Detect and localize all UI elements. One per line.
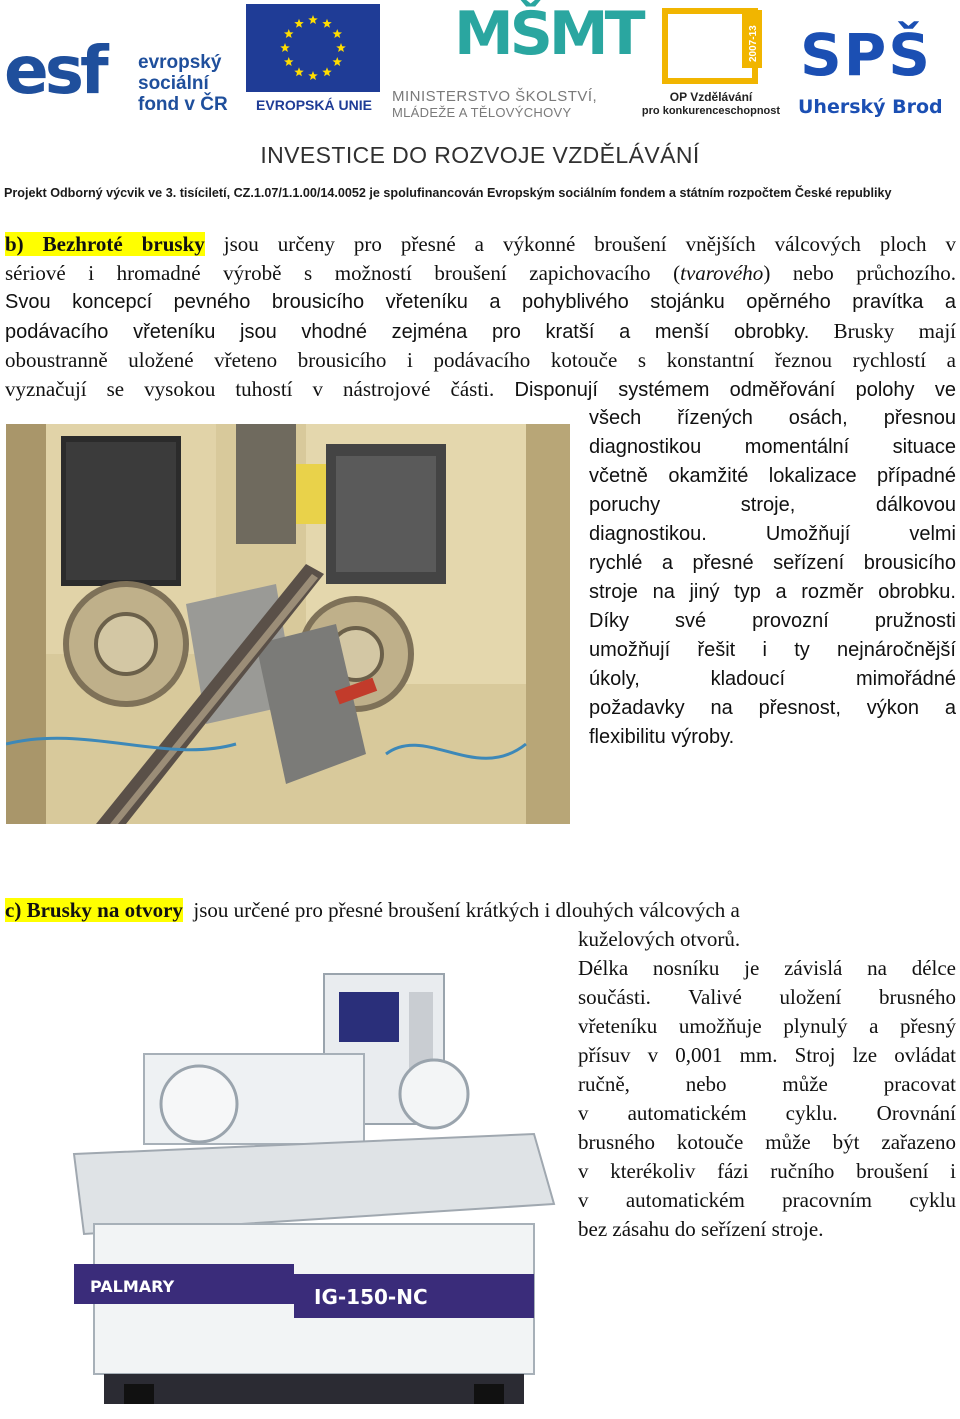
section-c-right-line: ručně, nebo může pracovat bbox=[578, 1072, 956, 1096]
section-b-line-text: ) nebo průchozího. bbox=[763, 261, 956, 285]
sps-logo-town: Uherský Brod bbox=[798, 96, 943, 118]
section-c-right-line: přísuv v 0,001 mm. Stroj lze ovládat bbox=[578, 1043, 956, 1067]
op-logo bbox=[634, 4, 788, 116]
section-c-right-line: součásti. Valivé uložení brusného bbox=[578, 985, 956, 1009]
section-b-right-line: rychlé a přesné seřízení brousicího bbox=[589, 552, 956, 574]
project-statement: Projekt Odborný výcvik ve 3. tisíciletí, CZ.1.07/1.1.00/14.0052 je spolufinancován Evropským sociálním fondem a státním rozpočtem České republiky bbox=[4, 186, 892, 200]
section-c-heading-line bbox=[5, 896, 905, 925]
section-b-right-line: diagnostikou. Umožňují velmi bbox=[589, 523, 956, 545]
section-c-right-line: v automatickém cyklu. Orovnání bbox=[578, 1101, 956, 1125]
section-b-right-line: flexibilitu výroby. bbox=[589, 726, 735, 748]
section-b-right-line: stroje na jiný typ a rozměr obrobku. bbox=[589, 581, 956, 603]
eu-star-icon bbox=[322, 19, 332, 28]
machine-model-label: IG-150-NC bbox=[314, 1285, 428, 1309]
eu-star-icon bbox=[332, 29, 342, 38]
eu-star-icon bbox=[294, 19, 304, 28]
msmt-logo-mark: MŠMT bbox=[454, 0, 642, 69]
section-c-right-line: Délka nosníku je závislá na délce bbox=[578, 956, 956, 980]
eu-logo-label: EVROPSKÁ UNIE bbox=[256, 97, 372, 113]
section-b-line-text: vyznačují se vysokou tuhostí v nástrojové části. bbox=[5, 377, 495, 401]
esf-logo-text bbox=[138, 52, 248, 115]
msmt-line-2: MLÁDEŽE A TĚLOVÝCHOVY bbox=[392, 105, 572, 120]
sps-logo-mark: SPŠ bbox=[800, 21, 933, 89]
section-c-right-line: brusného kotouče může být zařazeno bbox=[578, 1130, 956, 1154]
op-badge-text: 2007-13 bbox=[748, 25, 759, 62]
section-c-right-column bbox=[578, 925, 956, 1244]
esf-logo bbox=[4, 4, 240, 116]
section-b-line-text: podávacího vřeteníku jsou vhodné zejména pro kratší a menší obrobky. bbox=[5, 321, 810, 343]
section-b-line bbox=[5, 375, 956, 404]
section-b-right-line: včetně okamžité lokalizace případné bbox=[589, 465, 956, 487]
section-b-right-line: Díky své provozní pružnosti bbox=[589, 610, 956, 632]
section-b-line-text: Brusky mají bbox=[809, 319, 956, 343]
op-line-2: pro konkurenceschopnost bbox=[641, 105, 781, 117]
esf-line-2: sociální bbox=[138, 73, 209, 94]
section-b-line-text: jsou určeny pro přesné a výkonné broušení vnějších válcových ploch v bbox=[223, 232, 956, 256]
section-b-italic: tvarového bbox=[680, 261, 764, 285]
eu-flag-icon bbox=[246, 4, 380, 92]
section-b-line: Svou koncepcí pevného brousicího vřeteníku a pohyblivého stojánku opěrného pravítka a bbox=[5, 291, 956, 313]
section-b-line bbox=[5, 230, 956, 259]
machine-brand-label: PALMARY bbox=[90, 1277, 175, 1296]
msmt-line-1: MINISTERSTVO ŠKOLSTVÍ, bbox=[392, 88, 598, 105]
section-c-right-line: kuželových otvorů. bbox=[578, 927, 741, 951]
section-b-line-text: Disponují systémem odměřování polohy ve bbox=[494, 379, 956, 401]
section-c-heading: c) Brusky na otvory bbox=[5, 898, 183, 922]
section-b-line bbox=[5, 259, 956, 288]
eu-star-icon bbox=[332, 57, 342, 66]
section-c-right-line: bez zásahu do seřízení stroje. bbox=[578, 1217, 824, 1241]
section-b-right-line: úkoly, kladoucí mimořádné bbox=[589, 668, 956, 690]
section-b-right-line: umožňují řešit i ty nejnáročnější bbox=[589, 639, 956, 661]
section-b-right-column bbox=[589, 404, 956, 752]
eu-star-icon bbox=[280, 43, 290, 52]
internal-grinder-photo bbox=[64, 944, 562, 1412]
msmt-logo bbox=[392, 0, 642, 120]
section-b-right-line: požadavky na přesnost, výkon a bbox=[589, 697, 956, 719]
eu-star-icon bbox=[308, 15, 318, 24]
section-b-right-line: všech řízených osách, přesnou bbox=[589, 407, 956, 429]
eu-star-icon bbox=[294, 67, 304, 76]
eu-star-icon bbox=[336, 43, 346, 52]
section-b-text bbox=[5, 230, 956, 404]
esf-line-3: fond v ČR bbox=[138, 94, 228, 115]
eu-logo bbox=[246, 4, 382, 116]
section-b-heading: b) Bezhroté brusky bbox=[5, 232, 205, 256]
eu-star-icon bbox=[284, 29, 294, 38]
eu-star-icon bbox=[284, 57, 294, 66]
centerless-grinder-photo bbox=[6, 424, 570, 824]
eu-star-icon bbox=[308, 71, 318, 80]
section-c-first-line: jsou určené pro přesné broušení krátkých i dlouhých válcových a bbox=[193, 898, 740, 922]
section-b-right-line: poruchy stroje, dálkovou bbox=[589, 494, 956, 516]
section-b-line: oboustranně uložené vřeteno brousicího i podávacího kotouče s konstantní řeznou rychlostí a bbox=[5, 348, 956, 372]
op-line-1: OP Vzdělávání bbox=[669, 90, 753, 104]
section-b-right-line: diagnostikou momentální situace bbox=[589, 436, 956, 458]
section-c-right-line: v automatickém pracovním cyklu bbox=[578, 1188, 956, 1212]
op-badge bbox=[742, 10, 764, 70]
header-banner: INVESTICE DO ROZVOJE VZDĚLÁVÁNÍ bbox=[260, 142, 700, 168]
eu-star-icon bbox=[322, 67, 332, 76]
esf-logo-mark: esf bbox=[4, 32, 105, 109]
section-b-line-text: sériové i hromadné výrobě s možností broušení zapichovacího ( bbox=[5, 261, 681, 285]
section-c-right-line: vřeteníku umožňuje plynulý a přesný bbox=[578, 1014, 956, 1038]
section-c-right-line: v kterékoliv fázi ručního broušení i bbox=[578, 1159, 956, 1183]
section-b-line bbox=[5, 317, 956, 346]
esf-line-1: evropský bbox=[138, 52, 222, 73]
sps-logo bbox=[796, 4, 956, 116]
